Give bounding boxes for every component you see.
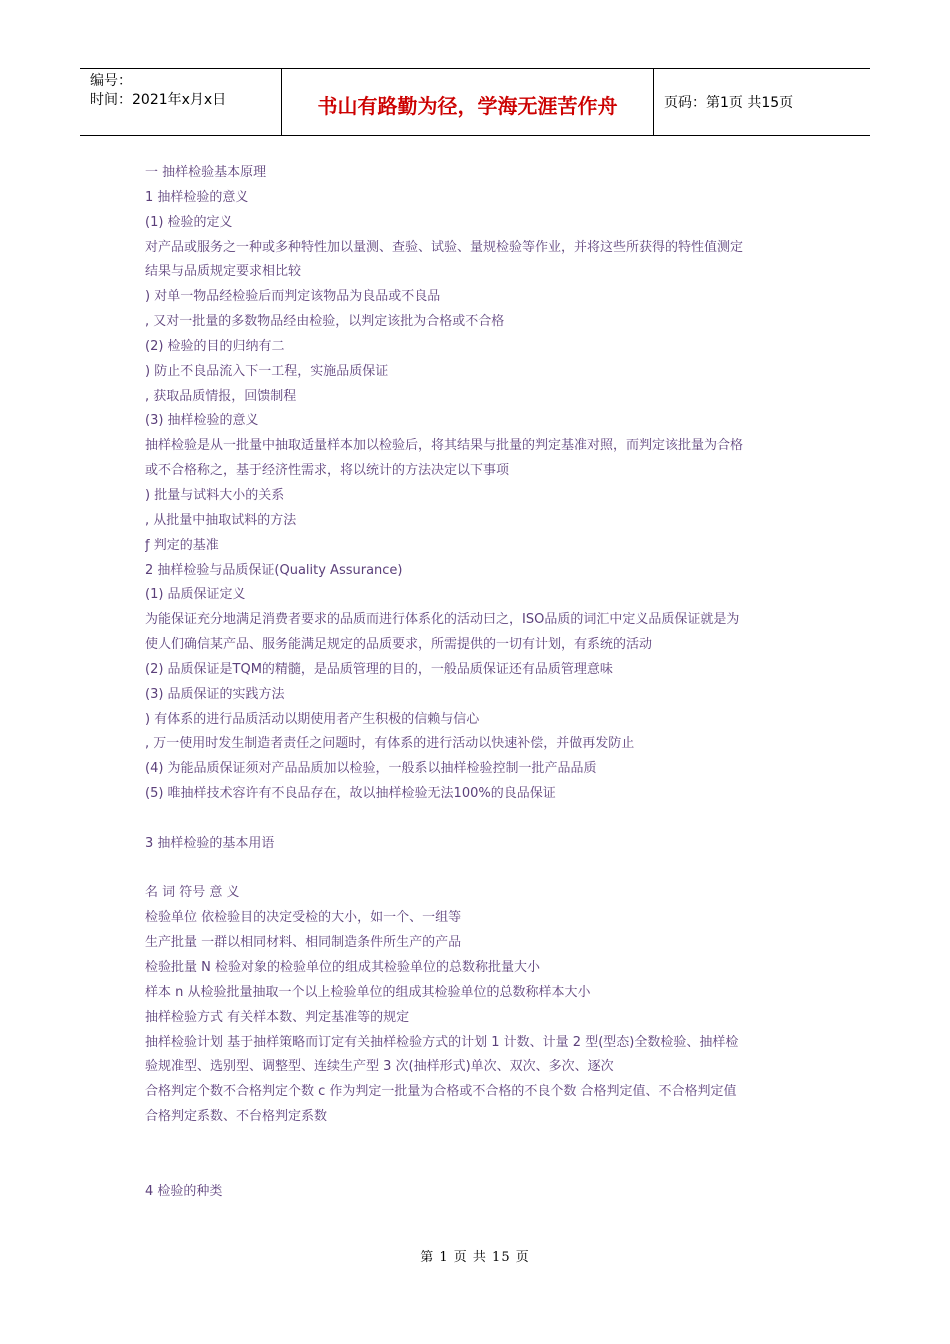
- text-line: 2 抽样检验与品质保证(Quality Assurance): [145, 562, 403, 578]
- text-line: (2) 检验的目的归纳有二: [145, 338, 285, 354]
- text-line: 生产批量 一群以相同材料、相同制造条件所生产的产品: [145, 935, 462, 951]
- text-line: (4) 为能品质保证须对产品品质加以检验，一般系以抽样检验控制一批产品品质: [145, 761, 597, 777]
- header-page-info: 页码：第1页 共15页: [664, 95, 794, 111]
- text-line: 或不合格称之，基于经济性需求，将以统计的方法决定以下事项: [145, 463, 510, 479]
- text-line: 抽样检验计划 基于抽样策略而订定有关抽样检验方式的计划 1 计数、计量 2 型(型态)全数检验、抽样检: [145, 1034, 739, 1050]
- text-line: 使人们确信某产品、服务能满足规定的品质要求，所需提供的一切有计划，有系统的活动: [145, 637, 653, 653]
- text-line: ) 有体系的进行品质活动以期使用者产生积极的信赖与信心: [145, 711, 480, 727]
- text-line: 抽样检验方式 有关样本数、判定基准等的规定: [145, 1009, 410, 1025]
- text-line: (3) 品质保证的实践方法: [145, 686, 285, 702]
- text-line: 合格判定系数、不台格判定系数: [145, 1109, 328, 1125]
- header-info-cell: [80, 69, 282, 135]
- blank-line: [145, 807, 815, 832]
- text-line: , 又对一批量的多数物品经由检验，以判定该批为合格或不合格: [145, 314, 505, 330]
- header-motto: 书山有路勤为径，学海无涯苦作舟: [282, 69, 654, 135]
- text-line: 结果与品质规定要求相比较: [145, 264, 302, 280]
- text-line: 1 抽样检验的意义: [145, 189, 249, 205]
- text-line: , 万一使用时发生制造者责任之问题时，有体系的进行活动以快速补偿，并做再发防止: [145, 736, 635, 752]
- blank-line: [145, 1130, 815, 1155]
- date-label: 时间：2021年x月x日: [90, 92, 227, 108]
- text-line: ) 防止不良品流入下一工程，实施品质保证: [145, 363, 389, 379]
- text-line: ) 对单一物品经检验后而判定该物品为良品或不良品: [145, 289, 441, 305]
- text-line: 一 抽样检验基本原理: [145, 165, 267, 180]
- text-line: 名 词 符号 意 义: [145, 885, 240, 901]
- text-line: (2) 品质保证是TQM的精髓，是品质管理的目的，一般品质保证还有品质管理意味: [145, 661, 613, 677]
- text-line: 4 检验的种类: [145, 1183, 223, 1199]
- text-line: (1) 品质保证定义: [145, 587, 246, 603]
- blank-line: [145, 857, 815, 882]
- text-line: 检验批量 N 检验对象的检验单位的组成其检验单位的总数称批量大小: [145, 960, 540, 975]
- text-line: 样本 n 从检验批量抽取一个以上检验单位的组成其检验单位的总数称样本大小: [145, 984, 591, 1000]
- serial-number-label: 编号：: [90, 73, 132, 89]
- text-line: (3) 抽样检验的意义: [145, 413, 259, 429]
- text-line: (1) 检验的定义: [145, 214, 233, 230]
- text-line: 合格判定个数不合格判定个数 c 作为判定一批量为合格或不合格的不良个数 合格判定值、不合格判定值: [145, 1084, 737, 1100]
- text-line: 抽样检验是从一批量中抽取适量样本加以检验后，将其结果与批量的判定基准对照，而判定该批量为合格: [145, 438, 744, 454]
- text-line: 为能保证充分地满足消费者要求的品质而进行体系化的活动曰之，ISO品质的词汇中定义品质保证就是为: [145, 612, 740, 628]
- document-header: [80, 68, 870, 136]
- text-line: 3 抽样检验的基本用语: [145, 835, 275, 851]
- text-line: ƒ 判定的基准: [145, 537, 219, 553]
- text-line: 对产品或服务之一种或多种特性加以量测、查验、试验、量规检验等作业，并将这些所获得的特性值测定: [145, 239, 744, 255]
- blank-line: [145, 1155, 815, 1180]
- text-line: 验规准型、选别型、调整型、连续生产型 3 次(抽样形式)单次、双次、多次、逐次: [145, 1059, 614, 1075]
- document-body: [145, 161, 815, 1204]
- text-line: 检验单位 依检验目的决定受检的大小，如一个、一组等: [145, 910, 462, 926]
- text-line: , 获取品质情报，回馈制程: [145, 388, 297, 404]
- text-line: (5) 唯抽样技术容许有不良品存在，故以抽样检验无法100%的良品保证: [145, 786, 556, 802]
- text-line: ) 批量与试料大小的关系: [145, 487, 285, 503]
- page-footer: 第 1 页 共 15 页: [420, 1250, 530, 1265]
- text-line: , 从批量中抽取试料的方法: [145, 512, 297, 528]
